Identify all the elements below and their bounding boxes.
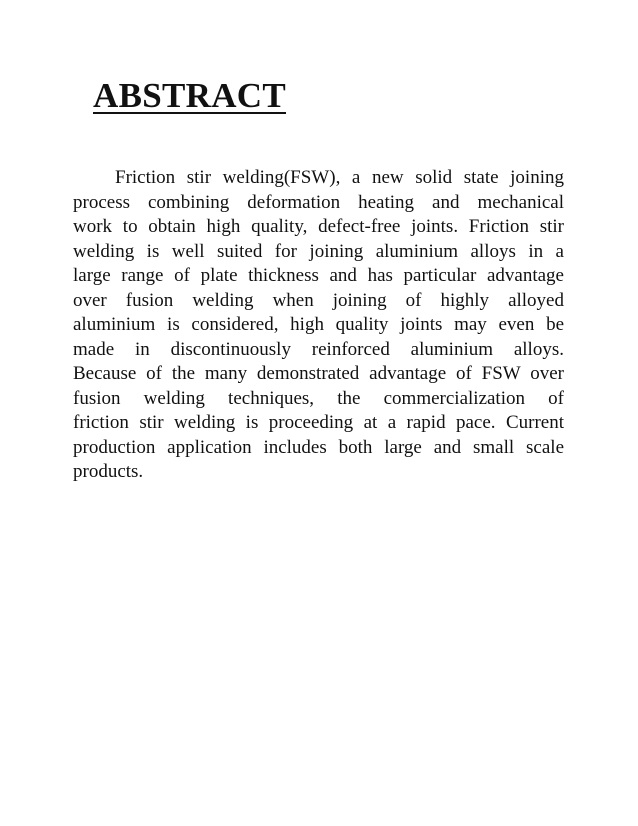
abstract-line: friction stir welding is proceeding at a rapid pace. Current [73, 412, 564, 433]
abstract-heading: ABSTRACT [93, 76, 287, 115]
abstract-line: welding is well suited for joining aluminium alloys in a [73, 240, 564, 262]
abstract-line: work to obtain high quality, defect-free joints. Friction stir [73, 216, 564, 237]
abstract-line: process combining deformation heating and mechanical [73, 191, 564, 213]
abstract-line: large range of plate thickness and has particular advantage [73, 265, 564, 286]
abstract-line: production application includes both large and small scale [73, 436, 564, 458]
abstract-line: Because of the many demonstrated advantage of FSW over [73, 363, 564, 384]
abstract-line: made in discontinuously reinforced aluminium alloys. [73, 338, 564, 360]
abstract-paragraph [73, 166, 564, 485]
abstract-line: aluminium is considered, high quality joints may even be [73, 314, 564, 335]
abstract-line: products. [73, 461, 144, 482]
abstract-line: fusion welding techniques, the commercialization of [73, 387, 564, 409]
abstract-line: Friction stir welding(FSW), a new solid state joining [115, 167, 564, 188]
abstract-line: over fusion welding when joining of highly alloyed [73, 289, 564, 311]
